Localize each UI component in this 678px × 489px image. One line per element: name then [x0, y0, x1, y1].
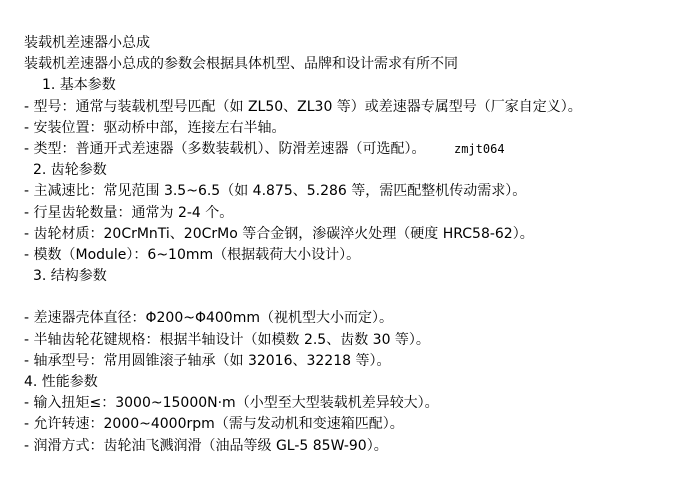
list-item-with-tag [24, 139, 678, 160]
section-heading-performance-parameters: 4. 性能参数 [24, 374, 98, 390]
list-item: - 齿轮材质：20CrMnTi、20CrMo 等合金钢，渗碳淬火处理（硬度 HRC58-62）。 [24, 225, 534, 242]
section-heading-structure-parameters: 3. 结构参数 [33, 268, 107, 285]
list-item: - 轴承型号：常用圆锥滚子轴承（如 32016、32218 等）。 [24, 352, 391, 369]
list-item: - 类型：普通开式差速器（多数装载机）、防滑差速器（可选配）。 [24, 140, 426, 157]
list-item: - 差速器壳体直径：Φ200~Φ400mm（视机型大小而定）。 [24, 310, 393, 327]
document-title: 装载机差速器小总成 [24, 35, 150, 51]
list-item: - 润滑方式：齿轮油飞溅润滑（油品等级 GL-5 85W-90）。 [24, 437, 388, 454]
document-intro: 装载机差速器小总成的参数会根据具体机型、品牌和设计需求有所不同 [24, 56, 458, 73]
list-item: - 行星齿轮数量：通常为 2-4 个。 [24, 204, 234, 221]
section-heading-basic-parameters: 1. 基本参数 [42, 77, 116, 94]
list-item: - 输入扭矩≤：3000~15000N·m（小型至大型装载机差异较大）。 [24, 395, 439, 412]
list-item: - 模数（Module）：6~10mm（根据载荷大小设计）。 [24, 246, 361, 263]
product-tag: zmjt064 [453, 141, 505, 156]
list-item: - 主减速比：常见范围 3.5~6.5（如 4.875、5.286 等，需匹配整机传动需求）。 [24, 183, 527, 200]
section-heading-gear-parameters: 2. 齿轮参数 [33, 162, 107, 179]
blank-line [24, 287, 678, 308]
list-item: - 型号：通常与装载机型号匹配（如 ZL50、ZL30 等）或差速器专属型号（厂家自定义）。 [24, 98, 582, 115]
list-item: - 允许转速：2000~4000rpm（需与发动机和变速箱匹配）。 [24, 416, 404, 433]
list-item: - 安装位置：驱动桥中部，连接左右半轴。 [24, 119, 286, 136]
list-item: - 半轴齿轮花键规格：根据半轴设计（如模数 2.5、齿数 30 等）。 [24, 331, 430, 348]
